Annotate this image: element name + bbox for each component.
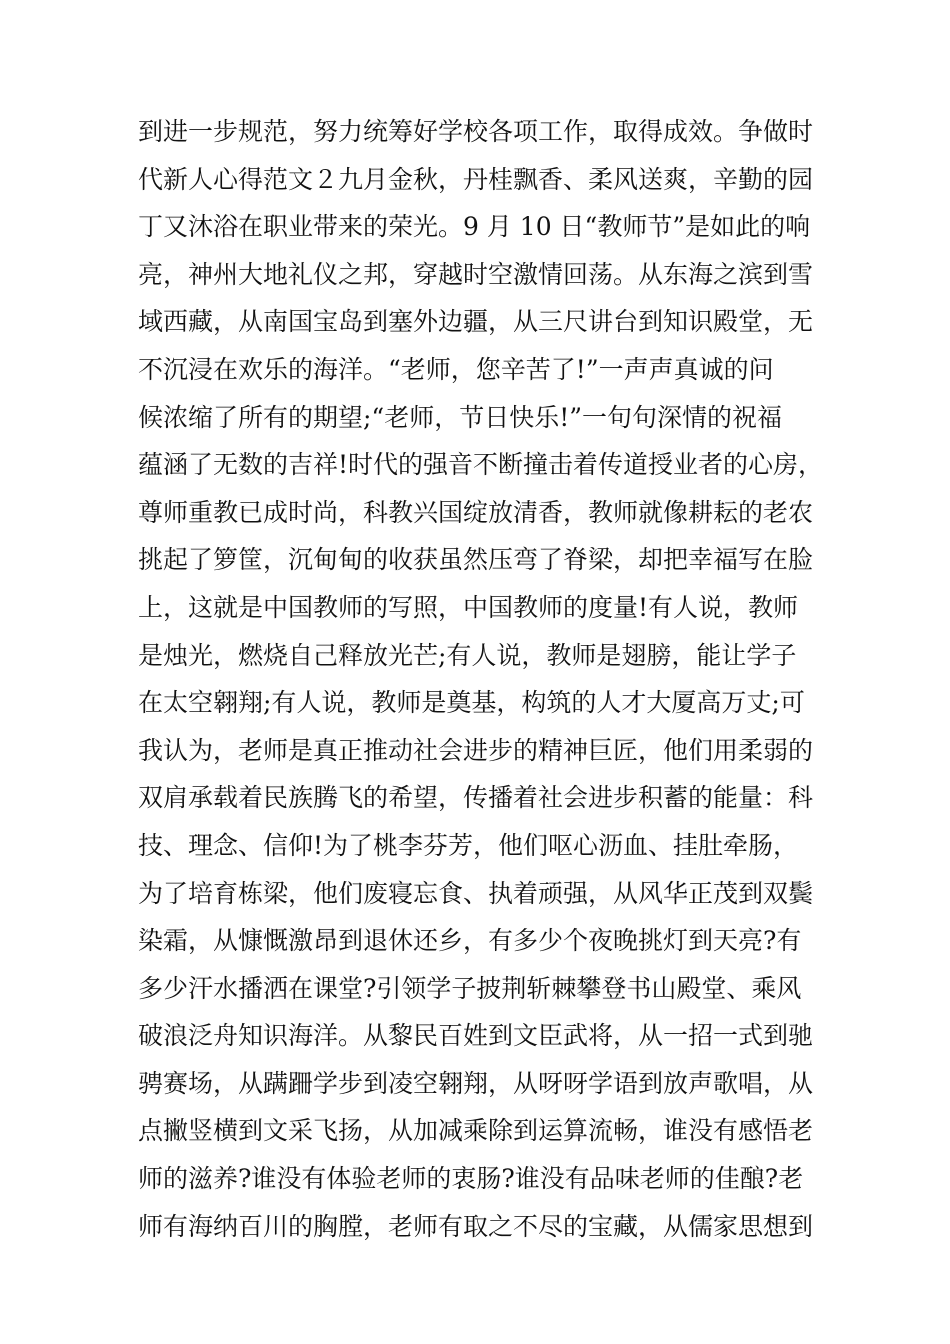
body-paragraph: [138, 108, 838, 1250]
text-line: 在太空翱翔;有人说，教师是奠基，构筑的人才大厦高万丈;可: [138, 688, 805, 718]
text-line: 上，这就是中国教师的写照，中国教师的度量!有人说，教师: [138, 592, 799, 622]
text-line: 丁又沐浴在职业带来的荣光。9 月 10 日“教师节”是如此的响: [138, 212, 811, 242]
text-line: 我认为，老师是真正推动社会进步的精神巨匠，他们用柔弱的: [138, 735, 814, 765]
text-line: 染霜，从慷慨激昂到退休还乡，有多少个夜晚挑灯到天亮?有: [138, 926, 802, 956]
text-line: 师的滋养?谁没有体验老师的衷肠?谁没有品味老师的佳酿?老: [138, 1164, 804, 1194]
text-line: 点撇竖横到文采飞扬，从加减乘除到运算流畅，谁没有感悟老: [138, 1116, 814, 1146]
text-line: 是烛光，燃烧自己释放光芒;有人说，教师是翅膀，能让学子: [138, 640, 797, 670]
text-line: 挑起了箩筐，沉甸甸的收获虽然压弯了脊梁，却把幸福写在脸: [138, 545, 814, 575]
text-line: 技、理念、信仰!为了桃李芬芳，他们呕心沥血、挂肚牵肠，: [138, 830, 799, 860]
text-line: 域西藏，从南国宝岛到塞外边疆，从三尺讲台到知识殿堂，无: [138, 307, 814, 337]
text-line: 双肩承载着民族腾飞的希望，传播着社会进步积蓄的能量：科: [138, 783, 814, 813]
text-line: 师有海纳百川的胸膛，老师有取之不尽的宝藏，从儒家思想到: [138, 1211, 814, 1241]
text-line: 尊师重教已成时尚，科教兴国绽放清香，教师就像耕耘的老农: [138, 497, 814, 527]
text-line: 不沉浸在欢乐的海洋。“老师，您辛苦了!”一声声真诚的问: [138, 354, 774, 384]
text-line: 候浓缩了所有的期望;“老师，节日快乐!”一句句深情的祝福: [138, 402, 783, 432]
text-line: 破浪泛舟知识海洋。从黎民百姓到文臣武将，从一招一式到驰: [138, 1021, 814, 1051]
text-line: 代新人心得范文２九月金秋，丹桂飘香、柔风送爽，辛勤的园: [138, 164, 814, 194]
text-line: 多少汗水播洒在课堂?引领学子披荆斩棘攀登书山殿堂、乘风: [138, 973, 802, 1003]
text-line: 到进一步规范，努力统筹好学校各项工作，取得成效。争做时: [138, 117, 814, 146]
text-line: 为了培育栋梁，他们废寝忘食、执着顽强，从风华正茂到双鬓: [138, 878, 814, 908]
text-line: 亮，神州大地礼仪之邦，穿越时空激情回荡。从东海之滨到雪: [138, 259, 814, 289]
text-line: 蕴涵了无数的吉祥!时代的强音不断撞击着传道授业者的心房，: [138, 450, 824, 480]
text-line: 骋赛场，从蹒跚学步到凌空翱翔，从呀呀学语到放声歌唱，从: [138, 1068, 814, 1098]
